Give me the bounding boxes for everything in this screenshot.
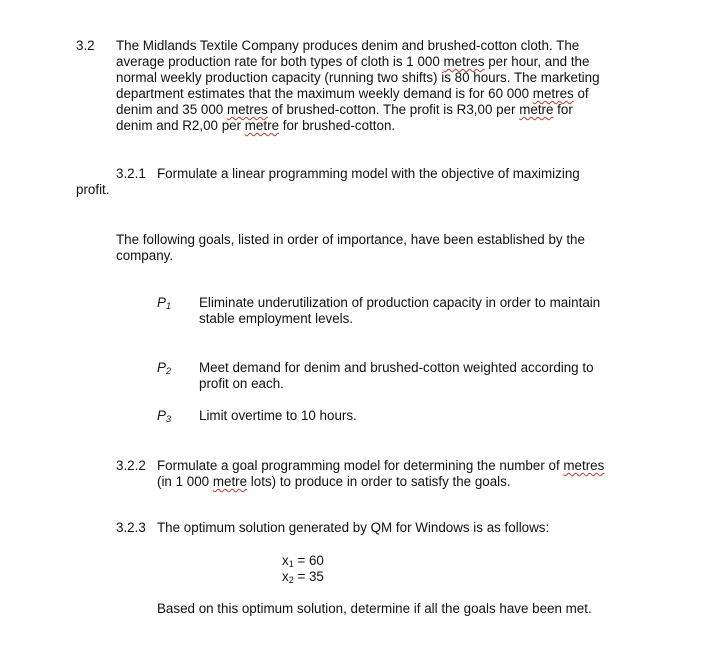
question-number: 3.2 [76,38,95,53]
question-3-2-1-text: Formulate a linear programming model with the objective of maximizing [157,166,580,181]
goal-text: Limit overtime to 10 hours. [199,408,357,423]
goal-text: Eliminate underutilization of production capacity in order to maintain [199,295,601,310]
goals-intro-line1: The following goals, listed in order of importance, have been established by the [116,232,585,247]
paragraph-line: Formulate a goal programming model for determining the number of metres [157,458,605,473]
goal-text: Meet demand for denim and brushed-cotton weighted according to [199,360,594,375]
paragraph-line: The Midlands Textile Company produces denim and brushed-cotton cloth. The [116,38,580,53]
solution-value: $x_1 = 60$ [282,553,324,569]
question-3-2-1-text-cont: profit. [76,182,110,197]
spellcheck-word: metres [532,86,574,101]
paragraph-line: normal weekly production capacity (running two shifts) is 80 hours. The marketing [116,70,600,85]
question-number: 3.2.3 [116,520,146,535]
paragraph-line: (in 1 000 metre lots) to produce in order to satisfy the goals. [157,474,511,489]
paragraph-line: average production rate for both types of cloth is 1 000 metres per hour, and the [116,54,590,69]
spellcheck-word: metre [519,102,554,117]
goal-text: stable employment levels. [199,311,354,326]
goal-priority-label: $P_3$ [157,408,171,424]
spellcheck-word: metre [212,474,248,489]
question-number: 3.2.2 [116,458,146,473]
paragraph-line: denim and R2,00 per metre for brushed-cotton. [116,118,396,133]
spellcheck-word: metre [244,118,280,133]
goals-intro-line2: company. [116,248,174,263]
question-number: 3.2.1 [116,166,146,181]
closing-question: Based on this optimum solution, determine if all the goals have been met. [157,601,592,616]
paragraph-line: denim and 35 000 metres of brushed-cotton. The profit is R3,00 per metre for [116,102,573,117]
solution-value: $x_2 = 35$ [282,569,324,585]
spellcheck-word: metres [563,458,605,473]
question-3-2-3-text: The optimum solution generated by QM for Windows is as follows: [157,520,550,535]
paragraph-line: department estimates that the maximum weekly demand is for 60 000 metres of [116,86,589,101]
goal-priority-label: $P_2$ [157,360,171,376]
goal-priority-label: $P_1$ [157,295,171,311]
spellcheck-word: metres [443,54,485,69]
goal-text: profit on each. [199,376,284,391]
spellcheck-word: metres [226,102,268,117]
